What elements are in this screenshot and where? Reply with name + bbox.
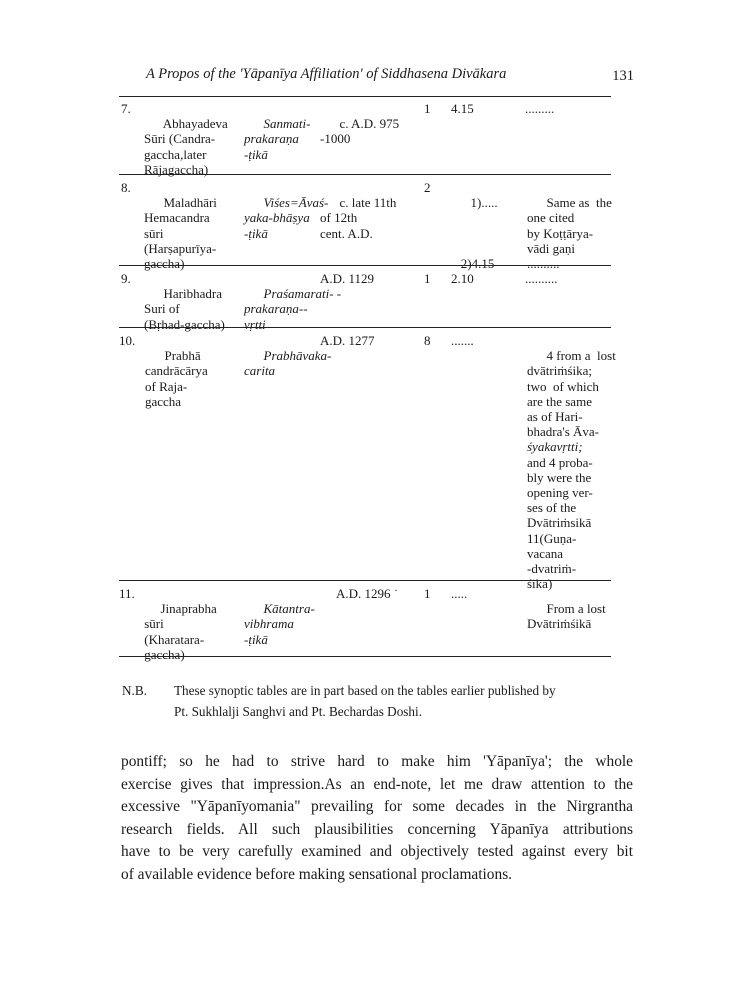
row-divider <box>119 327 611 328</box>
row-divider <box>119 580 611 581</box>
row-divider <box>119 265 611 266</box>
reference-cell: ....... <box>451 333 474 348</box>
body-line: pontiff; so he had to strive hard to make him 'Yāpanīya'; the whole <box>121 753 633 770</box>
work-cell: Viśes=Āvaś- yaka-bhāṣya -ṭikā <box>244 195 329 241</box>
count-cell: 2 <box>424 180 431 195</box>
body-paragraph <box>121 751 633 887</box>
running-title: A Propos of the 'Yāpanīya Affiliation' of Siddhasena Divākara <box>146 66 507 82</box>
note-text: These synoptic tables are in part based on the tables earlier published by Pt. Sukhlalji Sanghvi and Pt. Bechardas Doshi. <box>174 683 556 719</box>
reference-cell: 2.10 <box>451 271 474 286</box>
remark-cell: .......... <box>525 271 558 286</box>
work-cell: Sanmati- prakaraṇa -ṭikā <box>244 116 311 162</box>
work-cell: Praśamarati- - prakaraṇa-- vṛtti <box>244 286 342 332</box>
body-line: exercise gives that impression.As an end-note, let me draw attention to the <box>121 775 633 793</box>
remark-cell: Same as the one cited by Koṭṭārya- vādi gaṇi .......... <box>527 195 612 272</box>
count-cell: 1 <box>424 586 431 601</box>
reference-cell: 1)..... 2)4.15 <box>451 195 498 272</box>
count-cell: 1 <box>424 271 431 286</box>
remark-cell: 4 from a lost dvātriṁśika; two of which are the same as of Hari- bhadra's Āva- śyakavṛtti; and 4 proba- bly were the opening ver- ses of the Dvātriṁsikā 11(Guṇa- vacana -dvatriṁ- śikā) <box>527 348 616 592</box>
row-number: 9. <box>121 271 131 286</box>
row-number: 11. <box>119 586 135 601</box>
remark-cell: From a lost Dvātriṁśikā <box>527 601 606 632</box>
count-cell: 1 <box>424 101 431 116</box>
running-head <box>146 66 646 86</box>
count-cell: 8 <box>424 333 431 348</box>
author-cell: Jinaprabha sūri (Kharatara- gaccha) <box>141 601 217 662</box>
date-cell: A.D. 1129 <box>320 271 375 286</box>
row-divider <box>119 174 611 175</box>
date-cell: c. late 11th of 12th cent. A.D. <box>320 195 397 241</box>
work-cell: Kātantra- vibhrama -ṭikā <box>244 601 315 647</box>
reference-cell: 4.15 <box>451 101 474 116</box>
remark-cell: ......... <box>525 101 555 116</box>
body-line: of available evidence before making sensational proclamations. <box>121 865 513 883</box>
table-bottom-rule <box>119 656 611 657</box>
author-cell: Maladhāri Hemacandra sūri (Harṣapurīya- gaccha) <box>144 195 217 272</box>
row-number: 7. <box>121 101 131 116</box>
date-cell: A.D. 1296 ˙ <box>336 586 399 601</box>
table-top-rule <box>119 96 611 97</box>
row-number: 10. <box>119 333 136 348</box>
body-line: excessive "Yāpanīyomania" prevailing for some decades in the Nirgrantha <box>121 798 633 816</box>
body-line: research fields. All such plausibilities concerning Yāpanīya attributions <box>121 820 633 838</box>
page-number: 131 <box>612 68 634 84</box>
author-cell: Prabhā candrācārya of Raja- gaccha <box>145 348 208 409</box>
author-cell: Abhayadeva Sūri (Candra- gaccha,later Rājagaccha) <box>144 116 228 177</box>
date-cell: c. A.D. 975 -1000 <box>320 116 400 147</box>
work-cell: Prabhāvaka- carita <box>244 348 332 379</box>
date-cell: A.D. 1277 <box>320 333 375 348</box>
body-line: have to be very carefully examined and objectively tested against every bit <box>121 843 633 861</box>
note-label: N.B. <box>122 683 147 698</box>
reference-cell: ..... <box>451 586 468 601</box>
author-cell: Haribhadra Suri of (Bṛhad-gaccha) <box>144 286 225 332</box>
row-number: 8. <box>121 180 131 195</box>
